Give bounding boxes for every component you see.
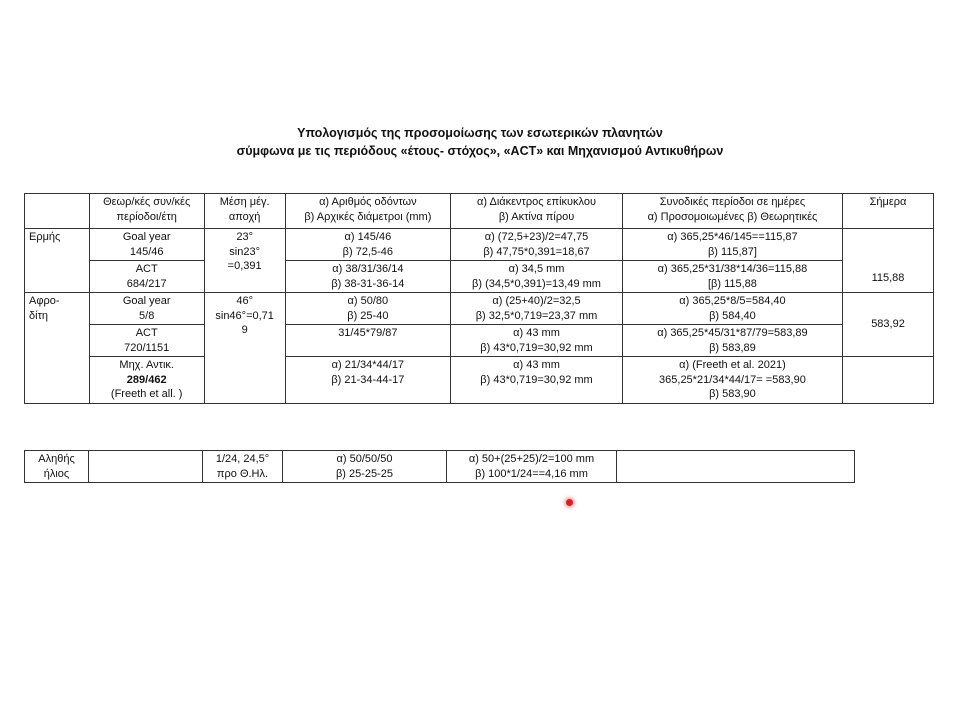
cell-text: α) 43 mm: [513, 359, 560, 371]
header-synodic: [622, 194, 842, 229]
cell-text: 46°: [236, 295, 253, 307]
epicycle-cell: [451, 357, 623, 404]
cell-text: α) (Freeth et al. 2021): [679, 359, 786, 371]
cell-text: (Freeth et all. ): [110, 388, 183, 400]
cell-text: 1/24, 24,5°: [215, 453, 270, 465]
header-text: α) Προσομοιωμένες β) Θεωρητικές: [647, 210, 818, 223]
cell-text: δίτη: [29, 309, 49, 322]
sun-table: [24, 450, 855, 483]
today-cell-mercury: [843, 229, 934, 293]
period-cell: [89, 261, 204, 293]
synodic-cell: [622, 293, 842, 325]
planet-name-mercury: [25, 229, 90, 293]
today-cell-empty: [843, 357, 934, 404]
cell-text: ήλιος: [43, 467, 70, 480]
elongation-cell-venus: [204, 293, 285, 404]
cell-text: ACT: [135, 263, 158, 275]
cell-text: 684/217: [126, 277, 167, 290]
gears-cell: [285, 325, 451, 357]
cell-text: β) 100*1/24==4,16 mm: [475, 467, 588, 480]
cell-text: Μηχ. Αντικ.: [119, 359, 174, 371]
cell-text: 31/45*79/87: [338, 327, 398, 339]
cell-text: β) 43*0,719=30,92 mm: [480, 373, 593, 386]
cell-text: [β) 115,88: [707, 277, 757, 290]
cell-text: Αφρο-: [29, 295, 60, 307]
header-text: Συνοδικές περίοδοι σε ημέρες: [659, 196, 806, 208]
cell-text: α) 34,5 mm: [508, 263, 565, 275]
cell-text: β) 25-40: [347, 309, 389, 322]
document-title: [0, 124, 960, 160]
cell-text: 9: [241, 324, 248, 336]
laser-pointer-icon: [566, 499, 573, 506]
period-cell: [89, 229, 204, 261]
cell-text: β) 32,5*0,719=23,37 mm: [475, 309, 598, 322]
header-text: α) Διάκεντρος επίκυκλου: [477, 196, 597, 208]
period-cell-empty: [89, 451, 203, 483]
cell-text: 720/1151: [124, 341, 170, 354]
cell-text: β) 43*0,719=30,92 mm: [480, 341, 593, 354]
cell-text: α) 50+(25+25)/2=100 mm: [468, 453, 595, 465]
planets-table: [24, 193, 934, 404]
synodic-cell: [622, 357, 842, 404]
title-line-1: Υπολογισμός της προσομοίωσης των εσωτερικών πλανητών: [297, 126, 663, 140]
table-row-venus-goal: [25, 293, 934, 325]
table-row-venus-antikythera: [25, 357, 934, 404]
header-text: β) Αρχικές διάμετροι (mm): [304, 210, 432, 223]
epicycle-cell: [447, 451, 617, 483]
header-periods: [89, 194, 204, 229]
cell-text: α) 145/46: [344, 231, 392, 243]
gears-cell: [283, 451, 447, 483]
header-today: [843, 194, 934, 229]
cell-text: Αληθής: [38, 453, 75, 465]
cell-text: α) 43 mm: [513, 327, 560, 339]
cell-text: β) (34,5*0,391)=13,49 mm: [472, 277, 601, 290]
cell-text: Ερμής: [29, 231, 61, 243]
epicycle-cell: [451, 261, 623, 293]
cell-text: β) 21-34-44-17: [331, 373, 405, 386]
table-row-venus-act: [25, 325, 934, 357]
cell-text: β) 72,5-46: [342, 245, 394, 258]
epicycle-cell: [451, 325, 623, 357]
gears-cell: [285, 357, 451, 404]
cell-text: =0,391: [227, 260, 262, 272]
table-row-mercury-act: [25, 261, 934, 293]
cell-text: α) 365,25*46/145==115,87: [667, 231, 798, 243]
synodic-cell-empty: [617, 451, 855, 483]
epicycle-cell: [451, 293, 623, 325]
planet-name-venus: [25, 293, 90, 404]
cell-text: α) 365,25*31/38*14/36=115,88: [657, 263, 808, 275]
cell-text: α) 50/50/50: [336, 453, 393, 465]
cell-text: α) 365,25*8/5=584,40: [679, 295, 786, 307]
header-text: Θεωρ/κές συν/κές: [103, 196, 191, 208]
synodic-cell: [622, 261, 842, 293]
cell-text: 145/46: [129, 245, 164, 258]
gears-cell: [285, 229, 451, 261]
cell-text: α) 50/80: [347, 295, 389, 307]
cell-text: β) 584,40: [709, 309, 756, 322]
title-line-2: σύμφωνα με τις περιόδους «έτους- στόχος», «ACT» και Μηχανισμού Αντικυθήρων: [236, 144, 724, 158]
cell-text: 583,92: [871, 318, 905, 331]
cell-text: 365,25*21/34*44/17= =583,90: [659, 373, 806, 386]
synodic-cell: [622, 325, 842, 357]
today-cell-venus: [843, 293, 934, 357]
cell-text: 5/8: [139, 309, 155, 322]
table-header-row: [25, 194, 934, 229]
table-row-mercury-goal: [25, 229, 934, 261]
header-text: α) Αριθμός οδόντων: [319, 196, 417, 208]
planet-name-sun: [25, 451, 89, 483]
cell-text: β) 583,90: [709, 388, 756, 400]
cell-text: προ Θ.Ηλ.: [216, 467, 269, 480]
header-text: Μέση μέγ.: [219, 196, 270, 208]
header-text: β) Ακτίνα πίρου: [498, 210, 575, 223]
header-gears: [285, 194, 451, 229]
gears-cell: [285, 293, 451, 325]
header-epicycle: [451, 194, 623, 229]
elongation-cell-mercury: [204, 229, 285, 293]
cell-text: 23°: [236, 231, 253, 243]
cell-text: sin46°=0,71: [215, 309, 274, 322]
period-cell: [89, 357, 204, 404]
header-text: Σήμερα: [869, 196, 907, 208]
cell-text: 115,88: [871, 271, 905, 284]
cell-text: α) 38/31/36/14: [332, 263, 404, 275]
cell-text: β) 38-31-36-14: [331, 277, 405, 290]
cell-text: α) 365,25*45/31*87/79=583,89: [657, 327, 808, 339]
synodic-cell: [622, 229, 842, 261]
cell-text: β) 47,75*0,391=18,67: [483, 245, 590, 258]
cell-text: ACT: [135, 327, 158, 339]
period-cell: [89, 293, 204, 325]
period-cell: [89, 325, 204, 357]
cell-text: Goal year: [122, 231, 171, 243]
cell-text: Goal year: [122, 295, 171, 307]
header-text: αποχή: [228, 210, 261, 223]
gears-cell: [285, 261, 451, 293]
elongation-cell-sun: [203, 451, 283, 483]
cell-text: 289/462: [126, 373, 167, 386]
cell-text: β) 25-25-25: [335, 467, 394, 480]
header-elongation: [204, 194, 285, 229]
cell-text: sin23°: [229, 245, 260, 258]
cell-text: α) 21/34*44/17: [331, 359, 405, 371]
cell-text: β) 583,89: [709, 341, 756, 354]
table-row-sun: [25, 451, 855, 483]
header-empty-cell: [25, 194, 90, 229]
cell-text: α) (25+40)/2=32,5: [492, 295, 581, 307]
cell-text: α) (72,5+23)/2=47,75: [484, 231, 589, 243]
header-text: περίοδοι/έτη: [116, 210, 177, 223]
epicycle-cell: [451, 229, 623, 261]
cell-text: β) 115,87]: [707, 245, 757, 258]
